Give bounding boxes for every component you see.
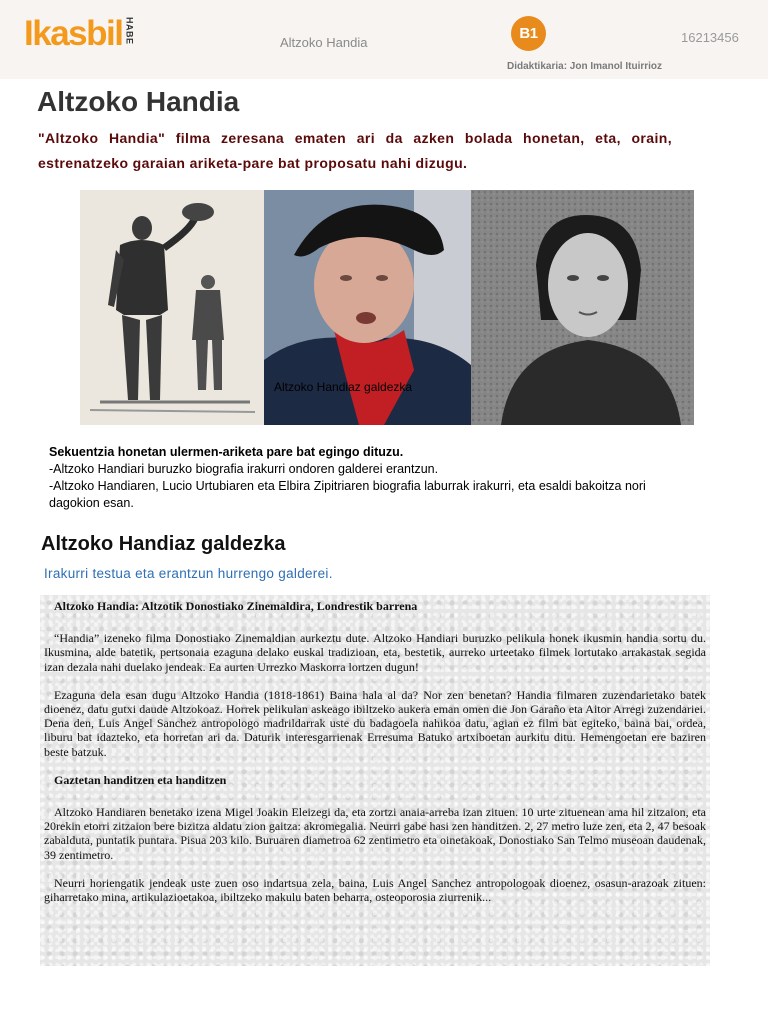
- woman-portrait-photo: [471, 190, 694, 425]
- reading-paragraph-1: “Handia” izeneko filma Donostiako Zinemaldian aurkeztu dute. Altzoko Handiari buruzko pelikula honek ikusmin handia sortu du. Ikusmina, alde batetik, pertsonaia ezaguna delako euskal tradizioan, eta, bestetik, aurreko urteetako filmek lortutako arrakastak segida izan dezala nahi duelako jendeak. Ea aurten Urrezko Maskorra lortzen dugun!: [44, 631, 706, 674]
- logo-text: Ikasbil: [24, 14, 123, 53]
- section-title: Altzoko Handiaz galdezka: [41, 533, 286, 555]
- header-title: Altzoko Handia: [280, 35, 368, 50]
- instructions: [49, 444, 689, 512]
- page-title: Altzoko Handia: [37, 86, 240, 117]
- logo-sub: HABE: [124, 17, 135, 45]
- reading-paragraph-2: Ezaguna dela esan dugu Altzoko Handia (1818-1861) Baina hala al da? Nor zen benetan? Handia filmaren zuzendarietako batek dioenez, datu gutxi daude Altzokoaz. Horrek pelikulan askeago ibiltzeko aukera eman omen die Jon Garaño eta Aitor Arregi zuzendariei. Dena den, Luis Angel Sanchez antropologo madrildarrak uste du badagoela nahikoa datu, agian ez film bat egiteko, baina bai, ordea, liburu bat idazteko, eta horretan ari da. Daturik interesgarrienak Erresuma Batuko artxiboetan aurkitu ditu. Hemengoetan ere baziren beste batzuk.: [44, 687, 706, 759]
- reading-text-box: [40, 595, 710, 966]
- instructions-item-2: -Altzoko Handiaren, Lucio Urtubiaren eta Elbira Zipitriaren biografia laburrak irakurri, eta esaldi bakoitza nori dagokion esan.: [49, 479, 646, 510]
- level-badge: [511, 16, 546, 51]
- intro-paragraph: "Altzoko Handia" filma zeresana ematen ari da azken bolada honetan, eta, orain, estrenatzeko garaian ariketa-pare bat proposatu nahi dizugu.: [38, 130, 672, 171]
- level-label: B1: [519, 25, 538, 42]
- header: [0, 0, 768, 79]
- author-credit: Didaktikaria: Jon Imanol Ituirrioz: [507, 61, 663, 72]
- giant-engraving-image: [80, 190, 264, 425]
- instructions-lead: Sekuentzia honetan ulermen-ariketa pare bat egingo dituzu.: [49, 445, 404, 459]
- reading-heading-1: Altzoko Handia: Altzotik Donostiako Zinemaldira, Londrestik barrena: [54, 599, 418, 613]
- reading-heading-2: Gaztetan handitzen eta handitzen: [54, 772, 227, 787]
- instructions-item-1: -Altzoko Handiari buruzko biografia irakurri ondoren galderei erantzun.: [49, 462, 439, 476]
- document-id: 16213456: [681, 30, 739, 45]
- section-subtitle: Irakurri testua eta erantzun hurrengo galderei.: [44, 566, 333, 581]
- reading-paragraph-4: Neurri horiengatik jendeak uste zuen oso indartsua zela, baina, Luis Angel Sanchez antropologoak dioenez, osasun-arazoak zituen: giharretako mina, artikulazioetakoa, ibiltzeko makulu baten beharra, osteoporosia ziurrenik...: [44, 875, 706, 905]
- image-caption: Altzoko Handiaz galdezka: [274, 380, 413, 394]
- ikasbil-logo[interactable]: [24, 14, 134, 54]
- reading-paragraph-3: Altzoko Handiaren benetako izena Migel Joakin Eleizegi da, eta zortzi anaia-arreba izan zituen. 10 urte zituenean ama hil zitzaion, eta 20rekin etorri zitzaion bere bizitza aldatu zion gaitza: akromegalia. Neurri gabe hasi zen handitzen. 2, 27 metro luze zen, eta 2, 47 besoak zabalduta, puntatik puntara. Pisua 203 kilo. Buruaren diametroa 62 zentimetro eta oinetakoak, Donostiako San Telmo museoan daudenak, 39 zentimetro.: [44, 805, 706, 862]
